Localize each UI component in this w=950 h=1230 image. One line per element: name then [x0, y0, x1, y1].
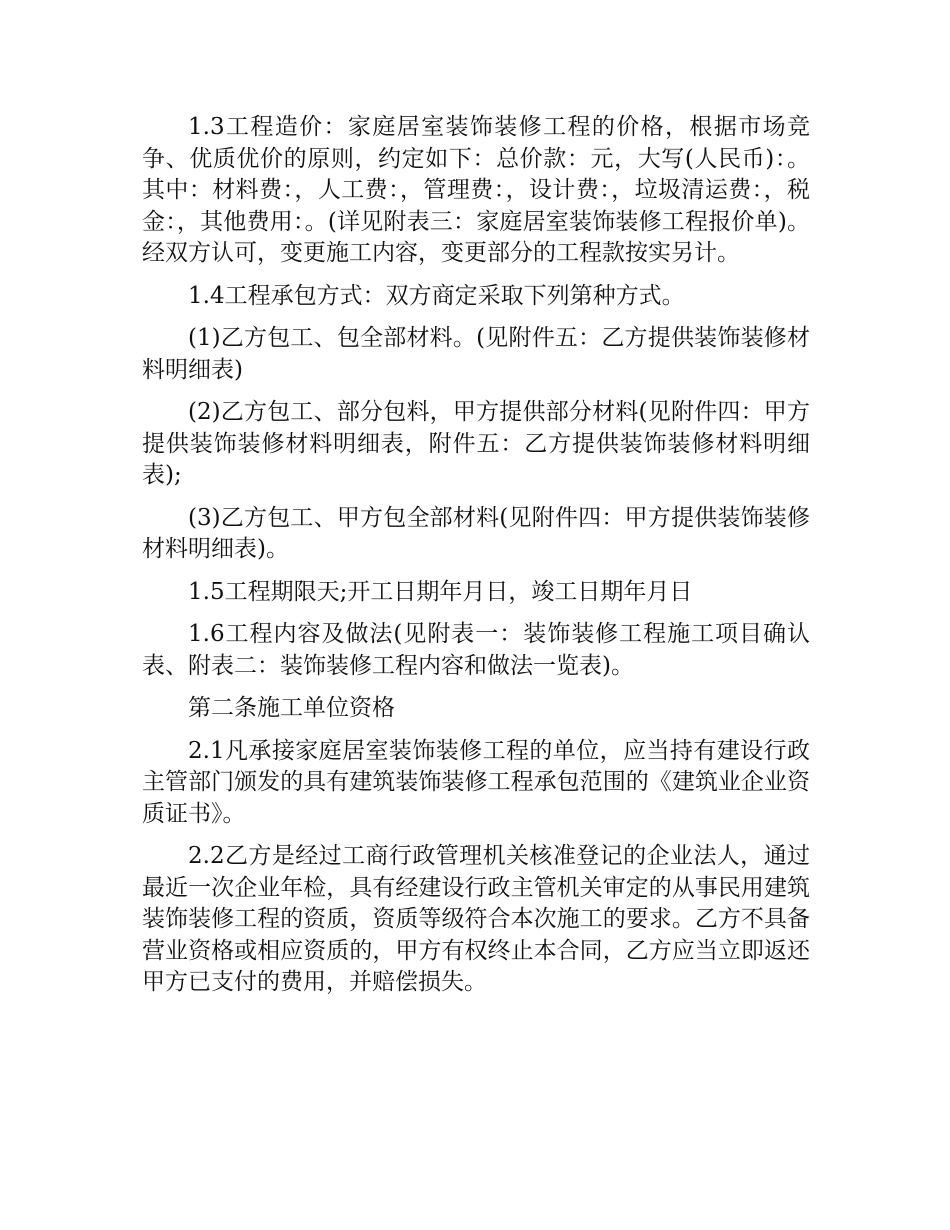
paragraph-1-6-project-content: 1.6工程内容及做法(见附表一：装饰装修工程施工项目确认表、附表二：装饰装修工程内容和做法一览表)。	[142, 621, 810, 679]
paragraph-option-3: (3)乙方包工、甲方包全部材料(见附件四：甲方提供装饰装修材料明细表)。	[142, 504, 810, 562]
document-page	[142, 112, 810, 1010]
section-heading-article-2: 第二条施工单位资格	[188, 695, 395, 721]
paragraph-2-1-qualification: 2.1凡承接家庭居室装饰装修工程的单位，应当持有建设行政主管部门颁发的具有建筑装饰装修工程承包范围的《建筑业企业资质证书》。	[142, 737, 810, 827]
paragraph-1-5-project-period: 1.5工程期限天;开工日期年月日，竣工日期年月日	[188, 578, 693, 605]
paragraph-option-1: (1)乙方包工、包全部材料。(见附件五：乙方提供装饰装修材料明细表)	[142, 325, 810, 383]
paragraph-2-2-party-b-qualification: 2.2乙方是经过工商行政管理机关核准登记的企业法人，通过最近一次企业年检，具有经建设行政主管机关审定的从事民用建筑装饰装修工程的资质，资质等级符合本次施工的要求。乙方不具备营业资格或相应资质的，甲方有权终止本合同，乙方应当立即返还甲方已支付的费用，并赔偿损失。	[142, 843, 810, 995]
paragraph-1-3-project-cost: 1.3工程造价：家庭居室装饰装修工程的价格，根据市场竞争、优质优价的原则，约定如下：总价款：元，大写(人民币)：。其中：材料费：，人工费：，管理费：，设计费：，垃圾清运费：，税金：，其他费用：。(详见附表三：家庭居室装饰装修工程报价单)。经双方认可，变更施工内容，变更部分的工程款按实另计。	[142, 114, 810, 266]
paragraph-1-4-contract-method: 1.4工程承包方式：双方商定采取下列第种方式。	[188, 282, 685, 309]
paragraph-option-2: (2)乙方包工、部分包料，甲方提供部分材料(见附件四：甲方提供装饰装修材料明细表，附件五：乙方提供装饰装修材料明细表);	[142, 399, 810, 488]
